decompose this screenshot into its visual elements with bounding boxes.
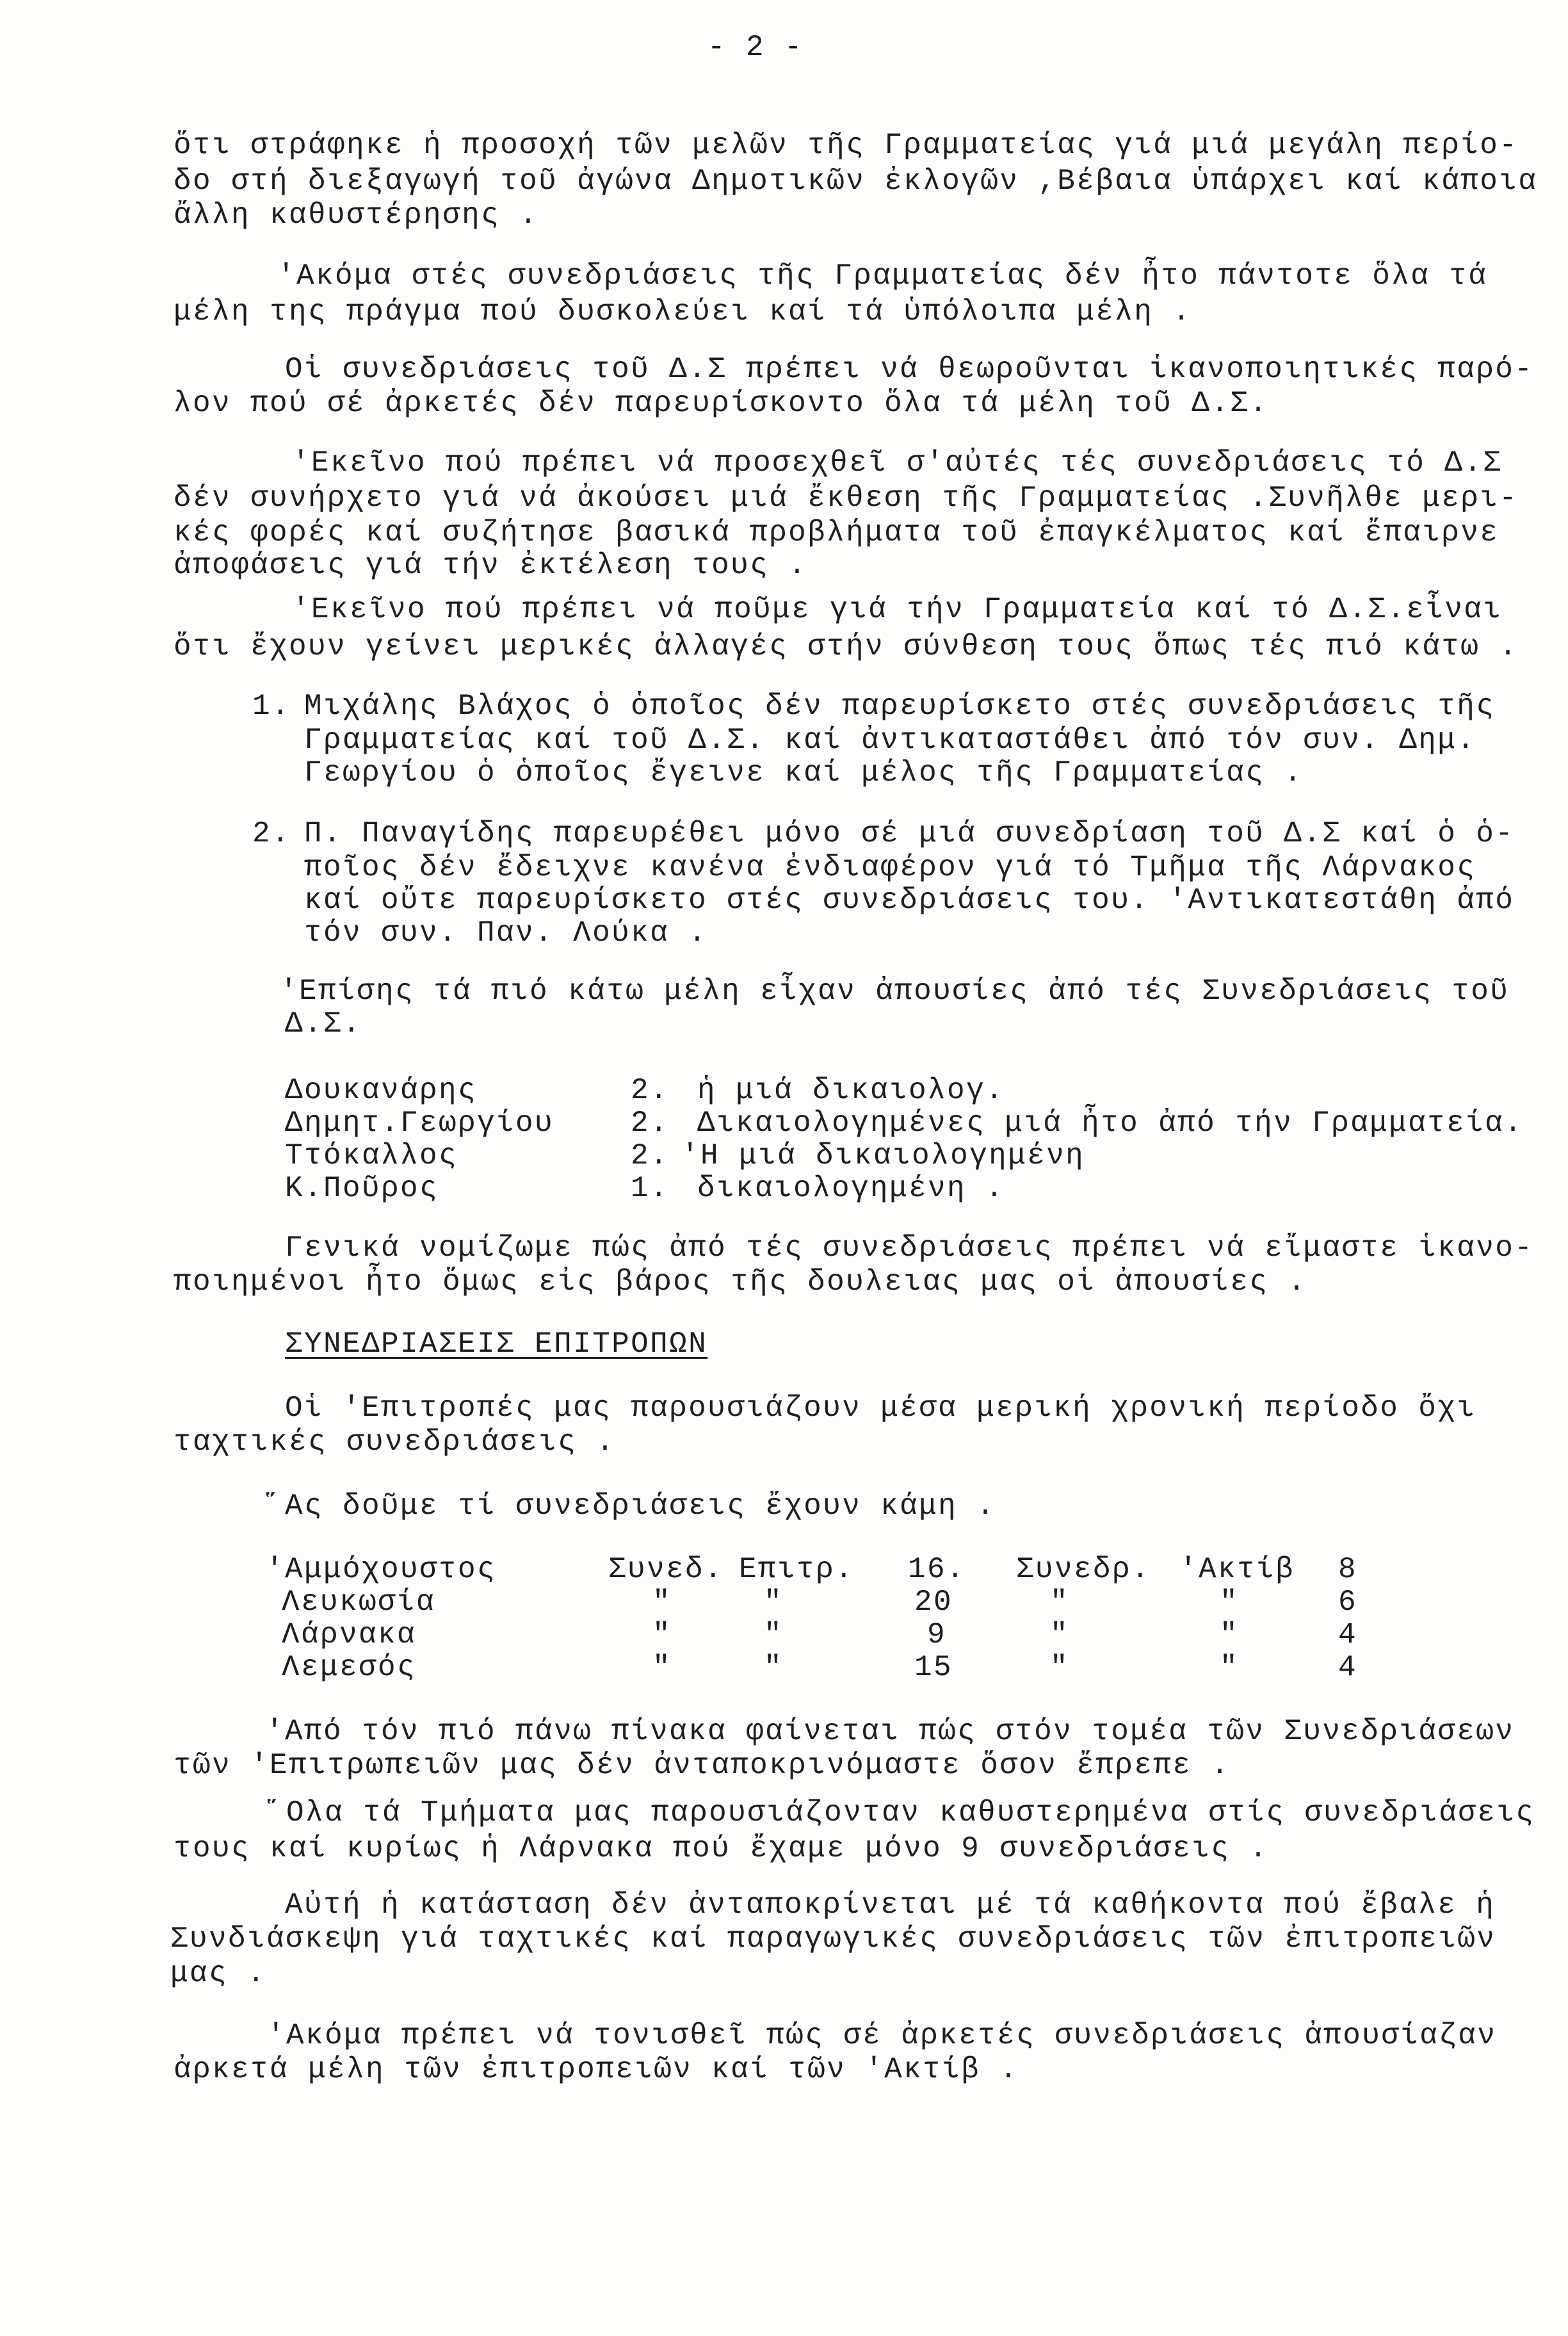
paragraph-line: Οἱ 'Επιτροπές μας παρουσιάζουν μέσα μερική χρονική περίοδο ὄχι xyxy=(285,1391,1476,1425)
paragraph-line: 'Ακόμα πρέπει νά τονισθεῖ πώς σέ ἀρκετές συνεδριάσεις ἀπουσίαζαν xyxy=(267,2019,1497,2052)
column-label: 'Ακτίβ xyxy=(1179,1553,1295,1586)
column-label: Συνεδρ. xyxy=(1016,1553,1151,1586)
paragraph-line: 'Από τόν πιό πάνω πίνακα φαίνεται πώς στόν τομέα τῶν Συνεδριάσεων xyxy=(266,1715,1515,1748)
paragraph-line: 'Εκεῖνο πού πρέπει νά προσεχθεῖ σ'αὐτές τές συνεδριάσεις τό Δ.Σ xyxy=(292,446,1503,480)
column-label: Συνεδ. xyxy=(608,1553,724,1586)
absence-note: δικαιολογημένη . xyxy=(697,1172,1005,1205)
member-name: Κ.Ποῦρος xyxy=(285,1172,439,1205)
paragraph-line: μας . xyxy=(170,1957,267,1990)
committee-meetings-count: 20 xyxy=(914,1586,953,1619)
paragraph-line: Γενικά νομίζωμε πώς ἀπό τές συνεδριάσεις πρέπει νά εἴμαστε ἱκανο- xyxy=(285,1231,1534,1265)
ditto-mark: " xyxy=(764,1651,784,1684)
page-number: - 2 - xyxy=(707,31,804,64)
paragraph-line: 'Ακόμα στές συνεδριάσεις τῆς Γραμματείας δέν ἦτο πάντοτε ὅλα τά xyxy=(277,259,1488,293)
absence-note: 'Η μιά δικαιολογημένη xyxy=(681,1139,1085,1172)
paragraph-line: ἄλλη καθυστέρησης . xyxy=(174,199,539,232)
member-name: Δουκανάρης xyxy=(285,1074,478,1107)
paragraph-line: Δ.Σ. xyxy=(285,1007,362,1041)
committee-meetings-count: 9 xyxy=(927,1618,947,1651)
district-name: Λεμεσός xyxy=(282,1651,417,1684)
ditto-mark: " xyxy=(652,1586,672,1619)
paragraph-line: ῞Ολα τά Τμήματα μας παρουσιάζονταν καθυστερημένα στίς συνεδριάσεις xyxy=(267,1796,1535,1829)
absence-note: Δικαιολογημένες μιά ἦτο ἀπό τήν Γραμματεία. xyxy=(697,1107,1524,1140)
list-item-line: Γραμματείας καί τοῦ Δ.Σ. καί ἀντικαταστάθει ἀπό τόν συν. Δημ. xyxy=(304,724,1476,757)
paragraph-line: λον πού σέ ἀρκετές δέν παρευρίσκοντο ὅλα τά μέλη τοῦ Δ.Σ. xyxy=(174,387,1269,420)
paragraph-line: Αὐτή ἡ κατάσταση δέν ἀνταποκρίνεται μέ τά καθήκοντα πού ἔβαλε ἡ xyxy=(285,1888,1496,1922)
paragraph-line: ὅτι ἔχουν γείνει μερικές ἀλλαγές στήν σύνθεση τους ὅπως τές πιό κάτω . xyxy=(174,630,1519,663)
committee-meetings-count: 15 xyxy=(914,1651,953,1684)
list-number: 1. xyxy=(252,690,291,723)
absence-count: 1. xyxy=(631,1172,670,1205)
list-item-line: Μιχάλης Βλάχος ὁ ὁποῖος δέν παρευρίσκετο στές συνεδριάσεις τῆς xyxy=(304,690,1496,723)
committee-meetings-count: 16. xyxy=(908,1553,966,1586)
absence-note: ἡ μιά δικαιολογ. xyxy=(697,1074,1005,1107)
absence-count: 2. xyxy=(631,1107,670,1140)
ditto-mark: " xyxy=(1220,1651,1240,1684)
list-number: 2. xyxy=(252,817,291,850)
column-label: Επιτρ. xyxy=(739,1553,855,1586)
section-heading: ΣΥΝΕΔΡΙΑΣΕΙΣ ΕΠΙΤΡΟΠΩΝ xyxy=(285,1327,708,1361)
ditto-mark: " xyxy=(1050,1651,1070,1684)
aktiv-meetings-count: 4 xyxy=(1338,1651,1358,1684)
district-name: Λάρνακα xyxy=(282,1618,417,1651)
paragraph-line: ὅτι στράφηκε ἡ προσοχή τῶν μελῶν τῆς Γραμματείας γιά μιά μεγάλη περίο- xyxy=(174,129,1519,162)
ditto-mark: " xyxy=(1220,1618,1240,1651)
list-item-line: τόν συν. Παν. Λούκα . xyxy=(304,916,708,950)
paragraph-line: Οἱ συνεδριάσεις τοῦ Δ.Σ πρέπει νά θεωροῦνται ἱκανοποιητικές παρό- xyxy=(285,353,1534,386)
district-name: 'Αμμόχουστος xyxy=(266,1553,497,1586)
absence-count: 2. xyxy=(631,1139,670,1172)
list-item-line: καί οὔτε παρευρίσκετο στές συνεδριάσεις του. 'Αντικατεστάθη ἀπό xyxy=(304,884,1515,917)
ditto-mark: " xyxy=(652,1618,672,1651)
aktiv-meetings-count: 4 xyxy=(1338,1618,1358,1651)
paragraph-line: τῶν 'Επιτρωπειῶν μας δέν ἀνταποκρινόμαστε ὅσον ἔπρεπε . xyxy=(174,1749,1231,1782)
paragraph-line: 'Επίσης τά πιό κάτω μέλη εἶχαν ἀπουσίες ἀπό τές Συνεδριάσεις τοῦ xyxy=(280,975,1510,1008)
paragraph-line: ἀρκετά μέλη τῶν ἐπιτροπειῶν καί τῶν 'Ακτίβ . xyxy=(174,2053,1019,2086)
paragraph-line: Συνδιάσκεψη γιά ταχτικές καί παραγωγικές συνεδριάσεις τῶν ἐπιτροπειῶν xyxy=(170,1922,1496,1956)
ditto-mark: " xyxy=(764,1586,784,1619)
ditto-mark: " xyxy=(652,1651,672,1684)
list-item-line: Γεωργίου ὁ ὁποῖος ἔγεινε καί μέλος τῆς Γραμματείας . xyxy=(304,756,1304,790)
aktiv-meetings-count: 8 xyxy=(1338,1553,1358,1586)
member-name: Δημητ.Γεωργίου xyxy=(285,1107,554,1140)
paragraph-line: κές φορές καί συζήτησε βασικά προβλήματα τοῦ ἐπαγκέλματος καί ἔπαιρνε xyxy=(174,516,1499,549)
aktiv-meetings-count: 6 xyxy=(1338,1586,1358,1619)
ditto-mark: " xyxy=(1220,1586,1240,1619)
list-item-line: Π. Παναγίδης παρευρέθει μόνο σέ μιά συνεδρίαση τοῦ Δ.Σ καί ὁ ὁ- xyxy=(304,817,1515,850)
paragraph-line: 'Εκεῖνο πού πρέπει νά ποῦμε γιά τήν Γραμματεία καί τό Δ.Σ.εἶναι xyxy=(292,593,1503,626)
ditto-mark: " xyxy=(764,1618,784,1651)
paragraph-line: δέν συνήρχετο γιά νά ἀκούσει μιά ἔκθεση τῆς Γραμματείας .Συνῆλθε μερι- xyxy=(174,482,1519,515)
paragraph-line: τους καί κυρίως ἡ Λάρνακα πού ἔχαμε μόνο 9 συνεδριάσεις . xyxy=(174,1832,1269,1865)
paragraph-line: ἀποφάσεις γιά τήν ἐκτέλεση τους . xyxy=(174,549,808,582)
paragraph-line: ταχτικές συνεδριάσεις . xyxy=(174,1425,616,1459)
ditto-mark: " xyxy=(1050,1586,1070,1619)
member-name: Ττόκαλλος xyxy=(285,1139,458,1172)
paragraph-line: μέλη της πράγμα πού δυσκολεύει καί τά ὑπόλοιπα μέλη . xyxy=(174,295,1192,328)
paragraph-line: ποιημένοι ἦτο ὅμως εἰς βάρος τῆς δουλειας μας οἱ ἀπουσίες . xyxy=(174,1265,1307,1299)
district-name: Λευκωσία xyxy=(282,1586,436,1619)
list-item-line: ποῖος δέν ἔδειχνε κανένα ἐνδιαφέρον γιά τό Τμῆμα τῆς Λάρνακος xyxy=(304,851,1476,884)
absence-count: 2. xyxy=(631,1074,670,1107)
ditto-mark: " xyxy=(1050,1618,1070,1651)
paragraph-line: δο στή διεξαγωγή τοῦ ἀγώνα Δημοτικῶν ἐκλογῶν ,Βέβαια ὑπάρχει καί κάποια xyxy=(174,165,1538,198)
table-intro: ῞Ας δοῦμε τί συνεδριάσεις ἔχουν κάμη . xyxy=(266,1489,996,1523)
